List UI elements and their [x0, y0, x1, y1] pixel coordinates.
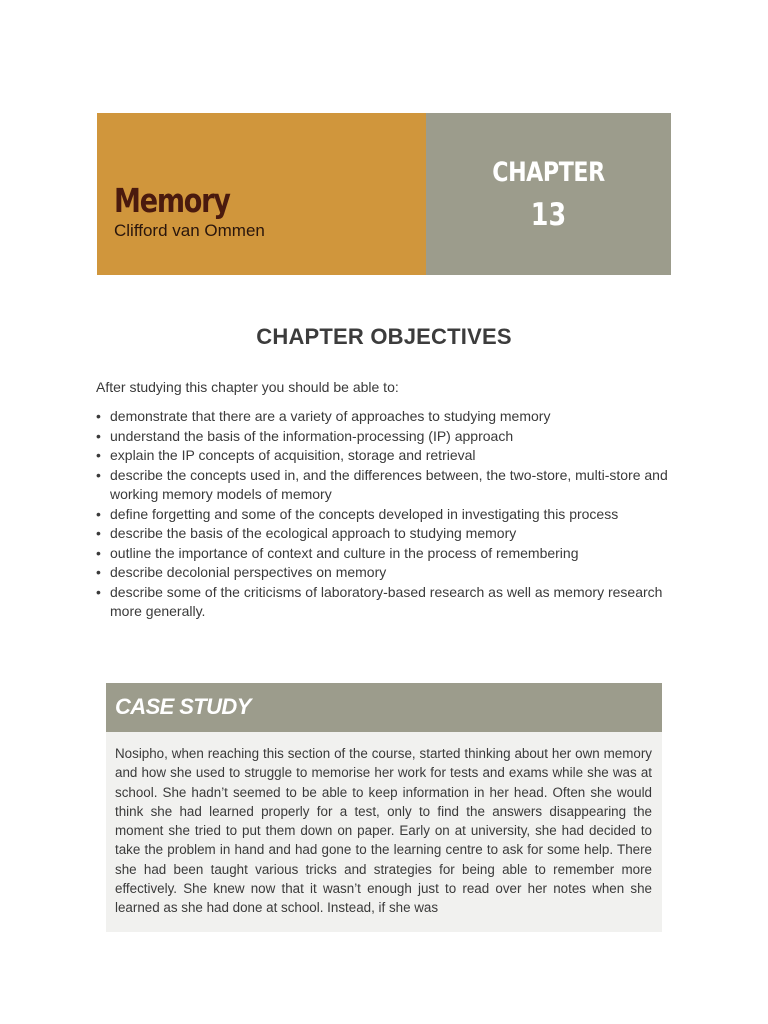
objectives-list [96, 407, 686, 622]
bullet-icon: • [96, 466, 101, 483]
case-study-title: CASE STUDY [115, 694, 251, 719]
objective-text: understand the basis of the information-processing (IP) approach [110, 427, 514, 444]
chapter-author: Clifford van Ommen [114, 221, 265, 240]
objective-text: describe decolonial perspectives on memory [110, 564, 387, 580]
objective-text: describe the basis of the ecological approach to studying memory [110, 525, 517, 541]
chapter-number: 13 [530, 197, 567, 233]
objective-item [96, 505, 686, 525]
bullet-icon: • [96, 408, 101, 424]
objective-text: describe the concepts used in, and the differences between, the two-store, multi-store and working memory models of memory [110, 466, 668, 502]
bullet-icon: • [96, 525, 101, 541]
chapter-title: Memory [114, 181, 230, 220]
objective-text: explain the IP concepts of acquisition, storage and retrieval [110, 447, 476, 463]
chapter-header [97, 113, 671, 275]
chapter-label: CHAPTER [492, 157, 605, 188]
bullet-icon: • [96, 505, 101, 522]
objective-item [96, 524, 686, 544]
objective-text: define forgetting and some of the concepts developed in investigating this process [110, 505, 619, 522]
title-block [97, 113, 426, 275]
objective-item [96, 583, 686, 622]
objective-item [96, 544, 686, 564]
case-study-header [106, 683, 662, 732]
objective-text: demonstrate that there are a variety of approaches to studying memory [110, 408, 551, 424]
bullet-icon: • [96, 447, 101, 463]
bullet-icon: • [96, 583, 101, 600]
objective-item [96, 446, 686, 466]
objective-text: describe some of the criticisms of laboratory-based research as well as memory research more generally. [110, 583, 663, 619]
objectives-intro: After studying this chapter you should be able to: [96, 379, 399, 395]
objective-item [96, 466, 686, 505]
objective-item [96, 427, 686, 447]
objectives-heading: CHAPTER OBJECTIVES [256, 324, 512, 349]
objective-text: outline the importance of context and culture in the process of remembering [110, 544, 579, 561]
bullet-icon: • [96, 427, 101, 444]
bullet-icon: • [96, 564, 101, 580]
bullet-icon: • [96, 544, 101, 561]
chapter-number-block [426, 113, 671, 275]
objective-item [96, 563, 686, 583]
case-study-box [106, 683, 662, 932]
case-study-body: Nosipho, when reaching this section of the course, started thinking about her own memory and how she used to struggle to memorise her work for tests and exams while she was at school. She hadn’t seemed to be able to keep information in her head. Often she would think she had learned properly for a test, only to find the answers disappearing the moment she tried to put them down on paper. Early on at university, she had decided to take the problem in hand and had gone to the learning centre to ask for some help. There she had been taught various tricks and strategies for being able to remember more effectively. She knew now that it wasn’t enough just to read over her notes when she learned as she had done at school. Instead, if she was [115, 746, 652, 916]
objective-item [96, 407, 686, 427]
